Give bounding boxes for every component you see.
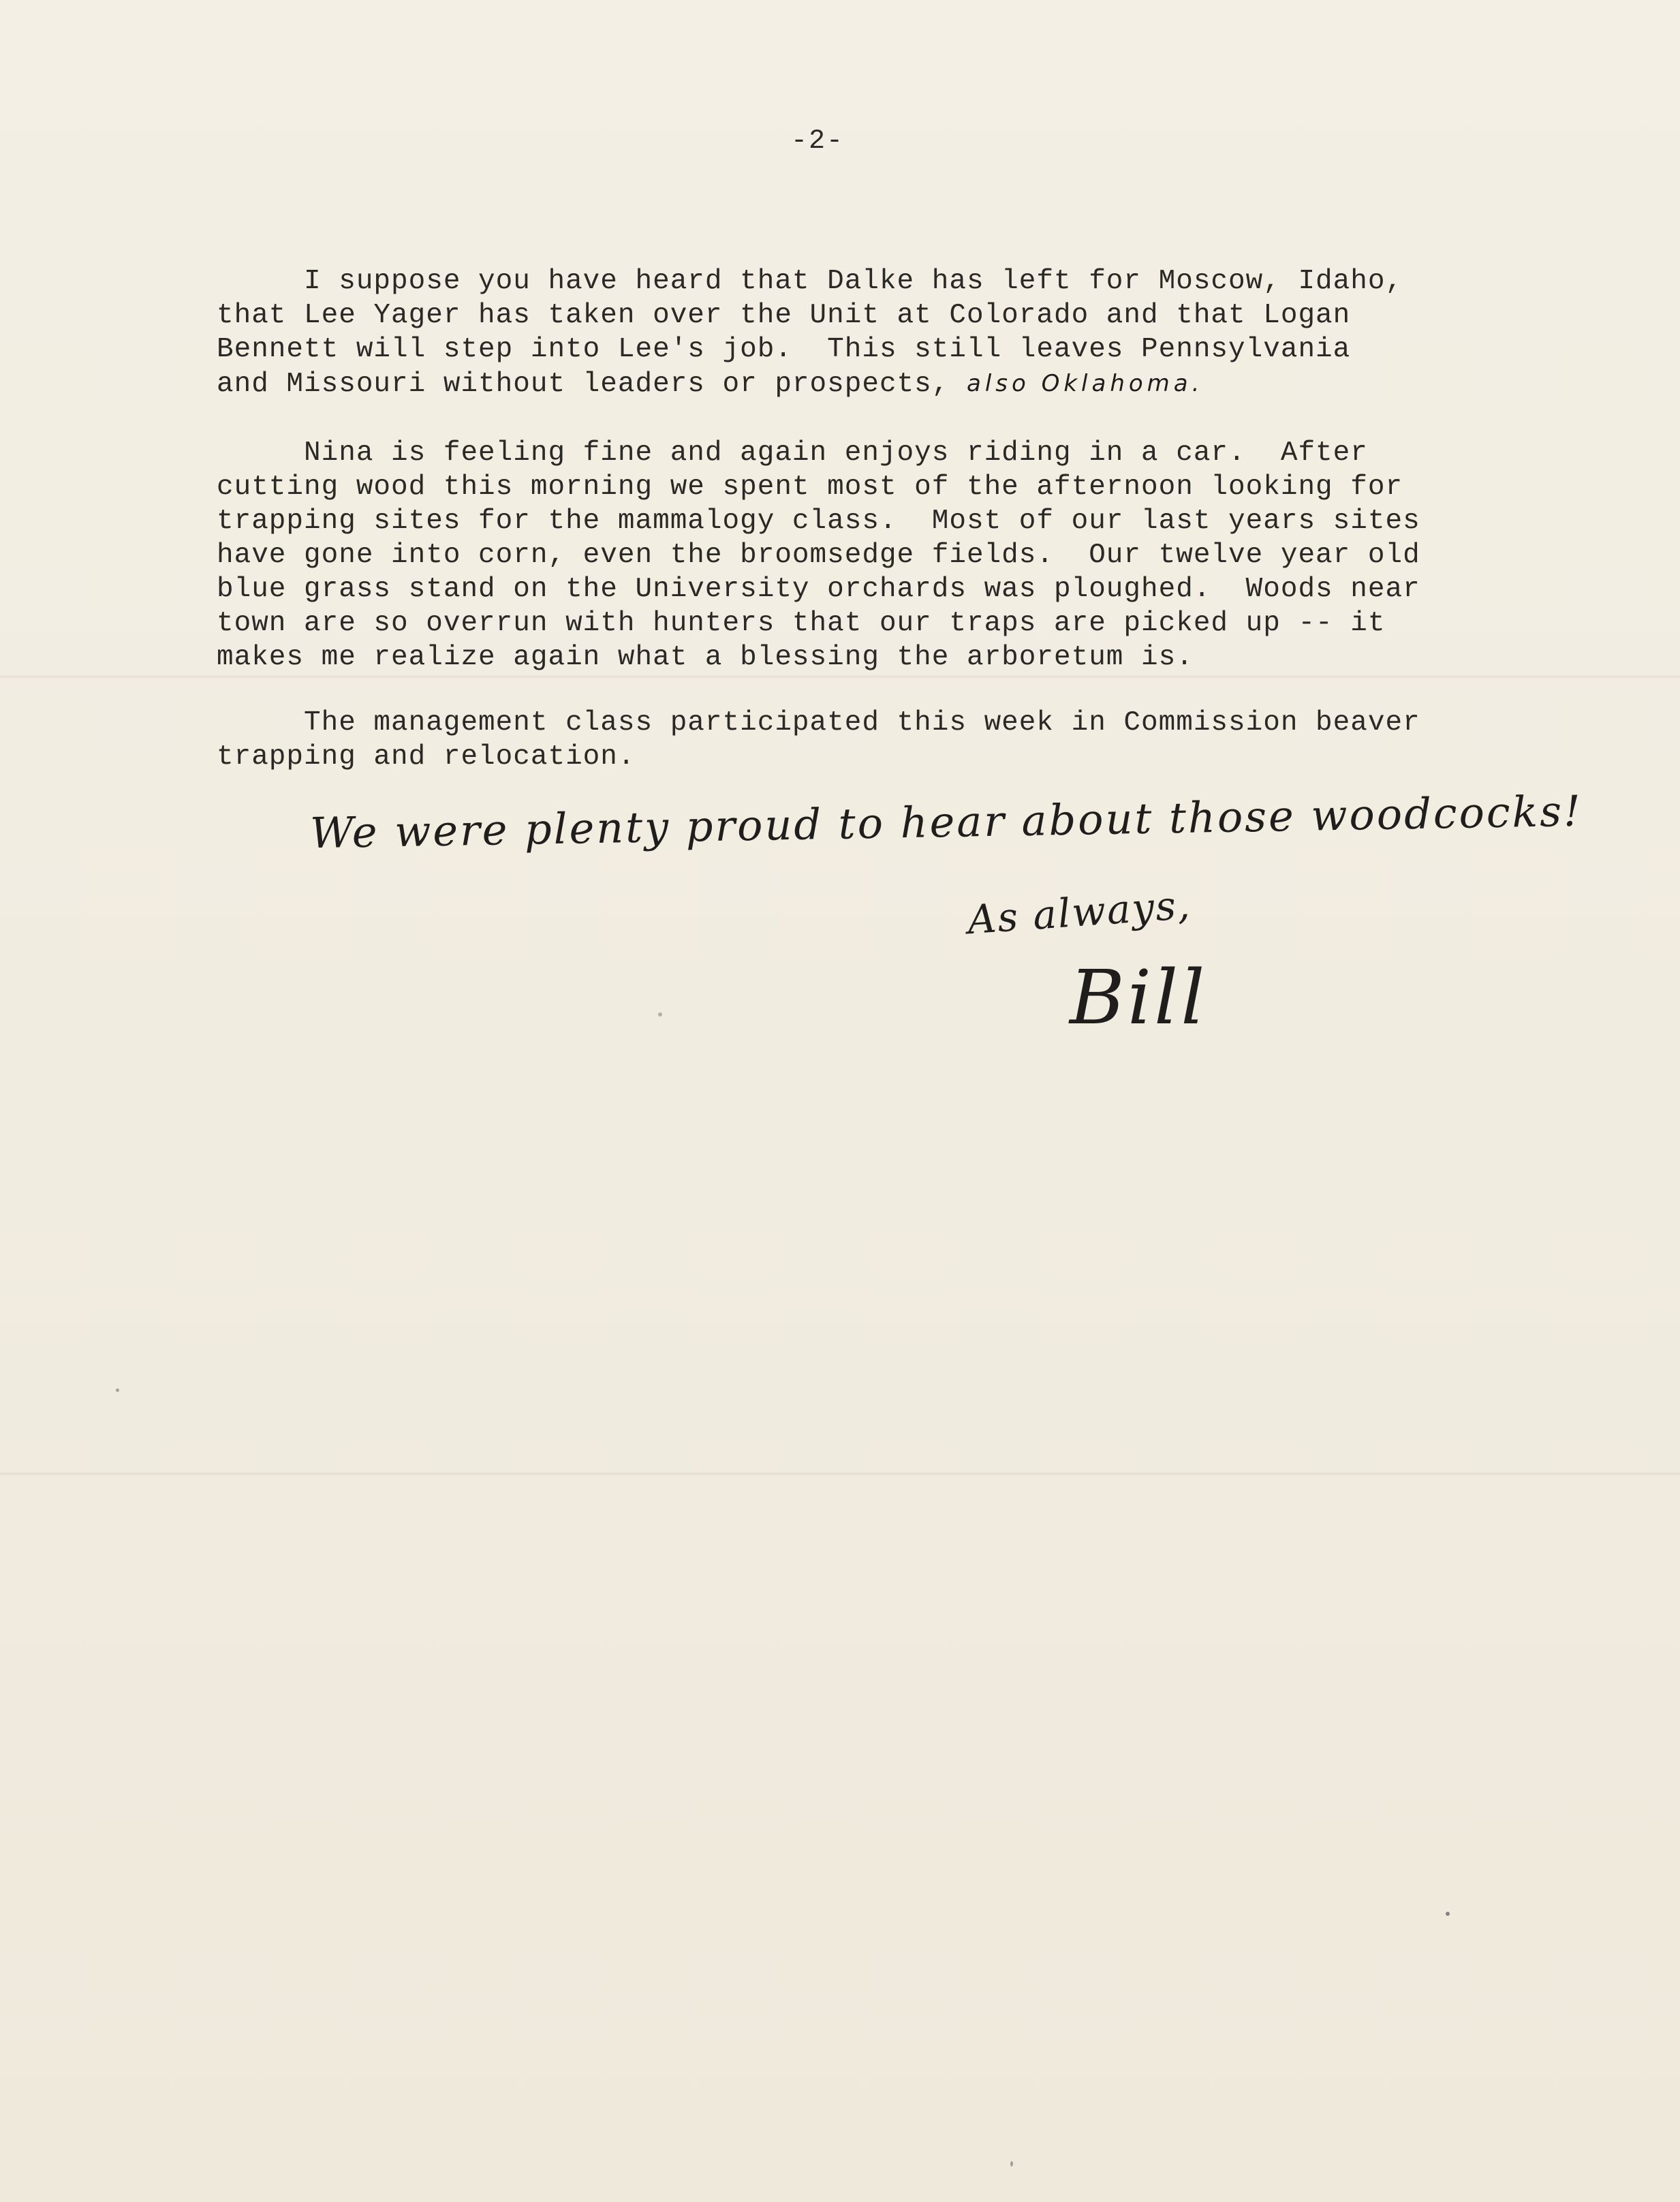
text-line: Nina is feeling fine and again enjoys riding in a car. After bbox=[217, 437, 1368, 469]
text-line: trapping sites for the mammalogy class. Most of our last years sites bbox=[217, 506, 1420, 537]
paper-fold-line bbox=[0, 674, 1680, 679]
text-line bbox=[217, 367, 1416, 401]
paragraph-3 bbox=[217, 706, 1420, 774]
text-line: cutting wood this morning we spent most of the afternoon looking for bbox=[217, 471, 1403, 503]
valediction: As always, bbox=[966, 881, 1193, 944]
text-line: I suppose you have heard that Dalke has left for Moscow, Idaho, bbox=[217, 266, 1403, 297]
text-line: blue grass stand on the University orchards was ploughed. Woods near bbox=[217, 574, 1420, 605]
text-line: that Lee Yager has taken over the Unit at Colorado and that Logan bbox=[217, 300, 1351, 331]
paper-speck bbox=[1446, 1912, 1450, 1916]
handwritten-insert: also Oklahoma. bbox=[966, 370, 1204, 397]
paragraph-1 bbox=[217, 264, 1416, 401]
handwritten-note: We were plenty proud to hear about those woodcocks! bbox=[309, 786, 1583, 858]
text-line: town are so overrun with hunters that our traps are picked up -- it bbox=[217, 608, 1386, 639]
paper-speck bbox=[658, 1012, 662, 1017]
text-line: The management class participated this week in Commission beaver bbox=[217, 707, 1420, 739]
text-line: makes me realize again what a blessing the arboretum is. bbox=[217, 642, 1194, 673]
text-line-typed: and Missouri without leaders or prospects, bbox=[217, 369, 950, 400]
paper-speck bbox=[1010, 2161, 1013, 2167]
paper-speck bbox=[116, 1389, 119, 1392]
signature: Bill bbox=[1070, 954, 1208, 1041]
text-line: Bennett will step into Lee's job. This still leaves Pennsylvania bbox=[217, 334, 1351, 365]
text-line: trapping and relocation. bbox=[217, 741, 636, 773]
page-number: -2- bbox=[790, 126, 844, 157]
paper-fold-line bbox=[0, 1472, 1680, 1476]
text-line: have gone into corn, even the broomsedge fields. Our twelve year old bbox=[217, 540, 1420, 571]
paragraph-2 bbox=[217, 436, 1420, 674]
